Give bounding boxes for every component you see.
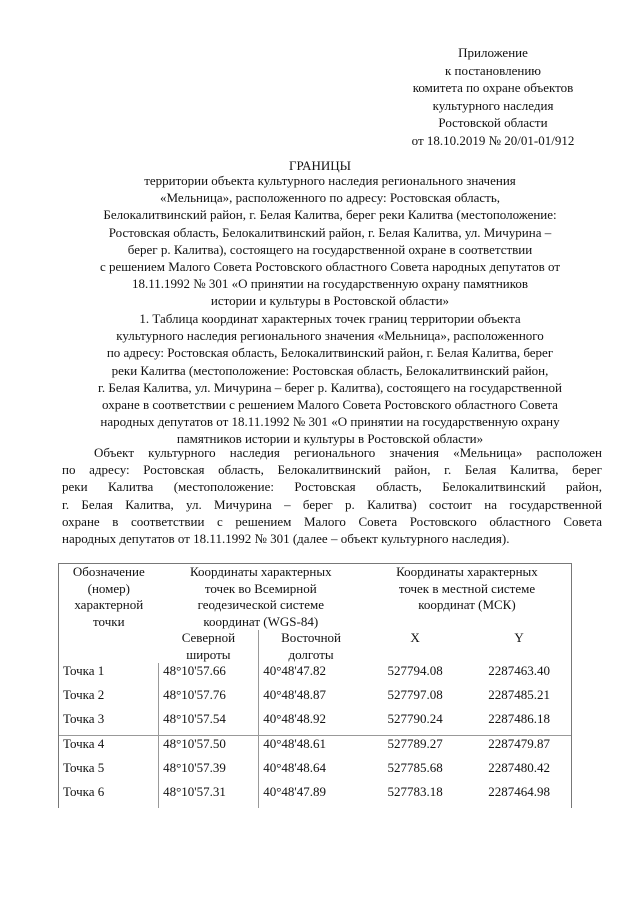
point-label: Точка 1: [59, 663, 159, 687]
header-wgs: Координаты характерных точек во Всемирной геодезической системе координат (WGS-84): [159, 564, 363, 631]
point-label: Точка 5: [59, 760, 159, 784]
appendix-line: от 18.10.2019 № 20/01-01/912: [411, 132, 575, 148]
subheader-x: X: [410, 630, 420, 645]
section-line: народных депутатов от 18.11.1992 № 301 «О принятии на государственную охрану: [100, 414, 560, 430]
x-cell: 527794.08: [387, 663, 443, 678]
section-line: г. Белая Калитва, ул. Мичурина – берег р. Калитва), состоящего на государственной: [98, 379, 562, 395]
document-subtitle: [55, 172, 605, 310]
subheader-empty: [59, 630, 159, 663]
subtitle-line: берег р. Калитва), состоящего на государственной охране в соответствии: [127, 241, 533, 257]
longitude-cell: 40°48'48.64: [259, 760, 363, 784]
latitude-cell: 48°10'57.50: [159, 736, 259, 761]
point-label: Точка 3: [59, 711, 159, 736]
table-row: [59, 784, 572, 808]
header-point: Обозначение (номер) характерной точки: [59, 564, 159, 631]
table-row: [59, 760, 572, 784]
point-label: Точка 6: [59, 784, 159, 808]
longitude-cell: 40°48'48.61: [259, 736, 363, 761]
appendix-line: к постановлению: [444, 62, 542, 78]
subtitle-line: Ростовская область, Белокалитвинский район, г. Белая Калитва, ул. Мичурина –: [108, 224, 552, 240]
section-heading: [55, 310, 605, 448]
x-cell: 527785.68: [387, 760, 443, 775]
appendix-line: Ростовской области: [438, 115, 548, 130]
x-cell: 527790.24: [387, 711, 443, 726]
longitude-cell: 40°48'48.92: [259, 711, 363, 736]
latitude-cell: 48°10'57.39: [159, 760, 259, 784]
subtitle-line: истории и культуры в Ростовской области»: [210, 293, 450, 309]
section-line: 1. Таблица координат характерных точек границ территории объекта: [139, 311, 521, 326]
subheader-lon: Восточной долготы: [259, 630, 363, 663]
subtitle-line: Белокалитвинский район, г. Белая Калитва, берег реки Калитва (местоположение:: [103, 207, 557, 223]
y-cell: 2287480.42: [467, 760, 571, 784]
table-header-row: [59, 564, 572, 631]
subtitle-line: «Мельница», расположенного по адресу: Ростовская область,: [159, 190, 501, 206]
y-cell: 2287463.40: [467, 663, 571, 687]
subtitle-line: с решением Малого Совета Ростовского областного Совета народных депутатов от: [99, 259, 561, 275]
section-line: реки Калитва (местоположение: Ростовская область, Белокалитвинский район,: [111, 362, 549, 378]
latitude-cell: 48°10'57.76: [159, 687, 259, 711]
longitude-cell: 40°48'47.82: [259, 663, 363, 687]
latitude-cell: 48°10'57.66: [159, 663, 259, 687]
paragraph-line: г. Белая Калитва, ул. Мичурина – берег р. Калитва) состоит на государственной: [62, 496, 602, 512]
latitude-cell: 48°10'57.31: [159, 784, 259, 808]
section-line: охране в соответствии с решением Малого Совета Ростовского областного Совета: [102, 397, 558, 413]
subtitle-line: 18.11.1992 № 301 «О принятии на государственную охрану памятников: [131, 276, 529, 292]
paragraph-line: охране в соответствии с решением Малого Совета Ростовского областного Совета: [62, 513, 602, 529]
section-line: по адресу: Ростовская область, Белокалитвинский район, г. Белая Калитва, берег: [106, 345, 554, 361]
section-line: культурного наследия регионального значения «Мельница», расположенного: [116, 328, 544, 344]
table-row: [59, 687, 572, 711]
table-row: [59, 711, 572, 736]
table-row: [59, 663, 572, 687]
subheader-y: Y: [467, 630, 571, 663]
y-cell: 2287464.98: [467, 784, 571, 808]
table-row: [59, 736, 572, 761]
document-title: ГРАНИЦЫ: [289, 158, 351, 173]
paragraph-line: реки Калитва (местоположение: Ростовская область, Белокалитвинский район,: [62, 479, 602, 495]
appendix-line: культурного наследия: [432, 97, 554, 113]
x-cell: 527797.08: [387, 687, 443, 702]
header-msk: Координаты характерных точек в местной системе координат (МСК): [363, 564, 572, 631]
paragraph-line: Объект культурного наследия регионального значения «Мельница» расположен: [94, 445, 602, 460]
longitude-cell: 40°48'47.89: [259, 784, 363, 808]
y-cell: 2287485.21: [467, 687, 571, 711]
coordinates-table: [58, 563, 572, 808]
description-paragraph: [62, 444, 602, 547]
x-cell: 527789.27: [363, 736, 467, 761]
appendix-line: Приложение: [458, 45, 528, 60]
table-subheader-row: [59, 630, 572, 663]
subtitle-line: территории объекта культурного наследия регионального значения: [144, 173, 516, 188]
section-line: памятников истории и культуры в Ростовской области»: [176, 431, 484, 447]
subheader-lat: Северной широты: [181, 630, 236, 662]
x-cell: 527783.18: [387, 784, 443, 799]
y-cell: 2287486.18: [467, 711, 571, 736]
appendix-block: [380, 44, 606, 149]
latitude-cell: 48°10'57.54: [159, 711, 259, 736]
point-label: Точка 4: [59, 736, 159, 761]
paragraph-line: по адресу: Ростовская область, Белокалитвинский район, г. Белая Калитва, берег: [62, 462, 602, 478]
point-label: Точка 2: [59, 687, 159, 711]
longitude-cell: 40°48'48.87: [259, 687, 363, 711]
y-cell: 2287479.87: [467, 736, 571, 761]
paragraph-line: народных депутатов от 18.11.1992 № 301 (далее – объект культурного наследия).: [62, 531, 510, 547]
appendix-line: комитета по охране объектов: [412, 80, 574, 95]
